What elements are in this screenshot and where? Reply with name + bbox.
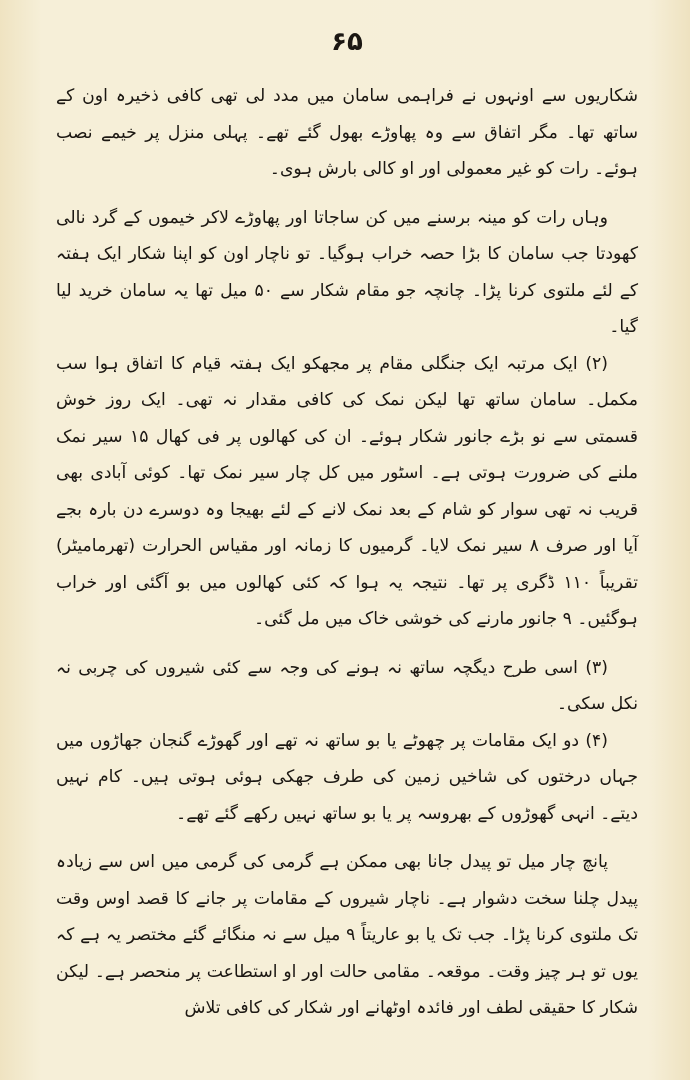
paragraph: وہاں رات کو مینہ برسنے میں کن ساجاتا اور پھاوڑے لاکر خیموں کے گرد نالی کھودتا جب سامان کا بڑا حصہ خراب ہوگیا۔ تو ناچار اون کو اپنا شکار ایک ہفتہ کے لئے ملتوی کرنا پڑا۔ چانچہ جو مقام شکار سے ۵۰ میل تھا یہ سامان خرید لیا گیا۔ [56,207,639,337]
page-body-text [56,78,638,1027]
paragraph: پانچ چار میل تو پیدل جانا بھی ممکن ہے گرمی کی گرمی میں اس سے زیادہ پیدل چلنا سخت دشوار ہے۔ ناچار شیروں کے مقامات پر جانے کا قصد اوس وقت تک ملتوی کرنا پڑا۔ جب تک یا بو عاریتاً ۹ میل سے نہ منگائے گئے مختصر یہ ہے کہ یوں تو ہر چیز وقت۔ موقعہ۔ مقامی حالت اور او استطاعت پر منحصر ہے۔ لیکن شکار کا حقیقی لطف اور فائدہ اوٹھانے اور شکار کی کافی تلاش [56,852,638,1018]
paragraph: (۴) دو ایک مقامات پر چھوٹے یا بو ساتھ نہ تھے اور گھوڑے گنجان جھاڑوں میں جہاں درختوں کی شاخیں زمین کی طرف جھکی ہوئی ہوتی ہیں۔ کام نہیں دیتے۔ انہی گھوڑوں کے بھروسہ پر یا بو ساتھ نہیں رکھے گئے تھے۔ [56,730,638,824]
paragraph: (۲) ایک مرتبہ ایک جنگلی مقام پر مجھکو ایک ہفتہ قیام کا اتفاق ہوا سب مکمل۔ سامان ساتھ تھا لیکن نمک کی کافی مقدار نہ تھی۔ ایک روز خوش قسمتی سے نو بڑے جانور شکار ہوئے۔ ان کی کھالوں پر فی کھال ۱۵ سیر نمک ملنے کی ضرورت ہوتی ہے۔ اسٹور میں کل چار سیر نمک تھا۔ کوئی آبادی بھی قریب نہ تھی سوار کو شام کے بعد نمک لانے کے لئے بھیجا وہ دوسرے دن بارہ بجے آیا اور صرف ۸ سیر نمک لایا۔ گرمیوں کا زمانہ اور مقیاس الحرارت (تھرمامیٹر) تقریباً ۱۱۰ ڈگری پر تھا۔ نتیجہ یہ ہوا کہ کئی کھالوں میں بو آگئی اور خراب ہوگئیں۔ ۹ جانور مارنے کی خوشی خاک میں مل گئی۔ [56,353,638,629]
page-number: ۶۵ [331,27,363,57]
paragraph: شکاریوں سے اونہوں نے فراہمی سامان میں مدد لی تھی کافی ذخیرہ اون کے ساتھ تھا۔ مگر اتفاق سے وہ پھاوڑے بھول گئے تھے۔ پہلی منزل پر خیمے نصب ہوئے۔ رات کو غیر معمولی اور او کالی بارش ہوی۔ [56,86,638,179]
paragraph: (۳) اسی طرح دیگچہ ساتھ نہ ہونے کی وجہ سے کئی شیروں کی چربی نہ نکل سکی۔ [56,657,638,714]
